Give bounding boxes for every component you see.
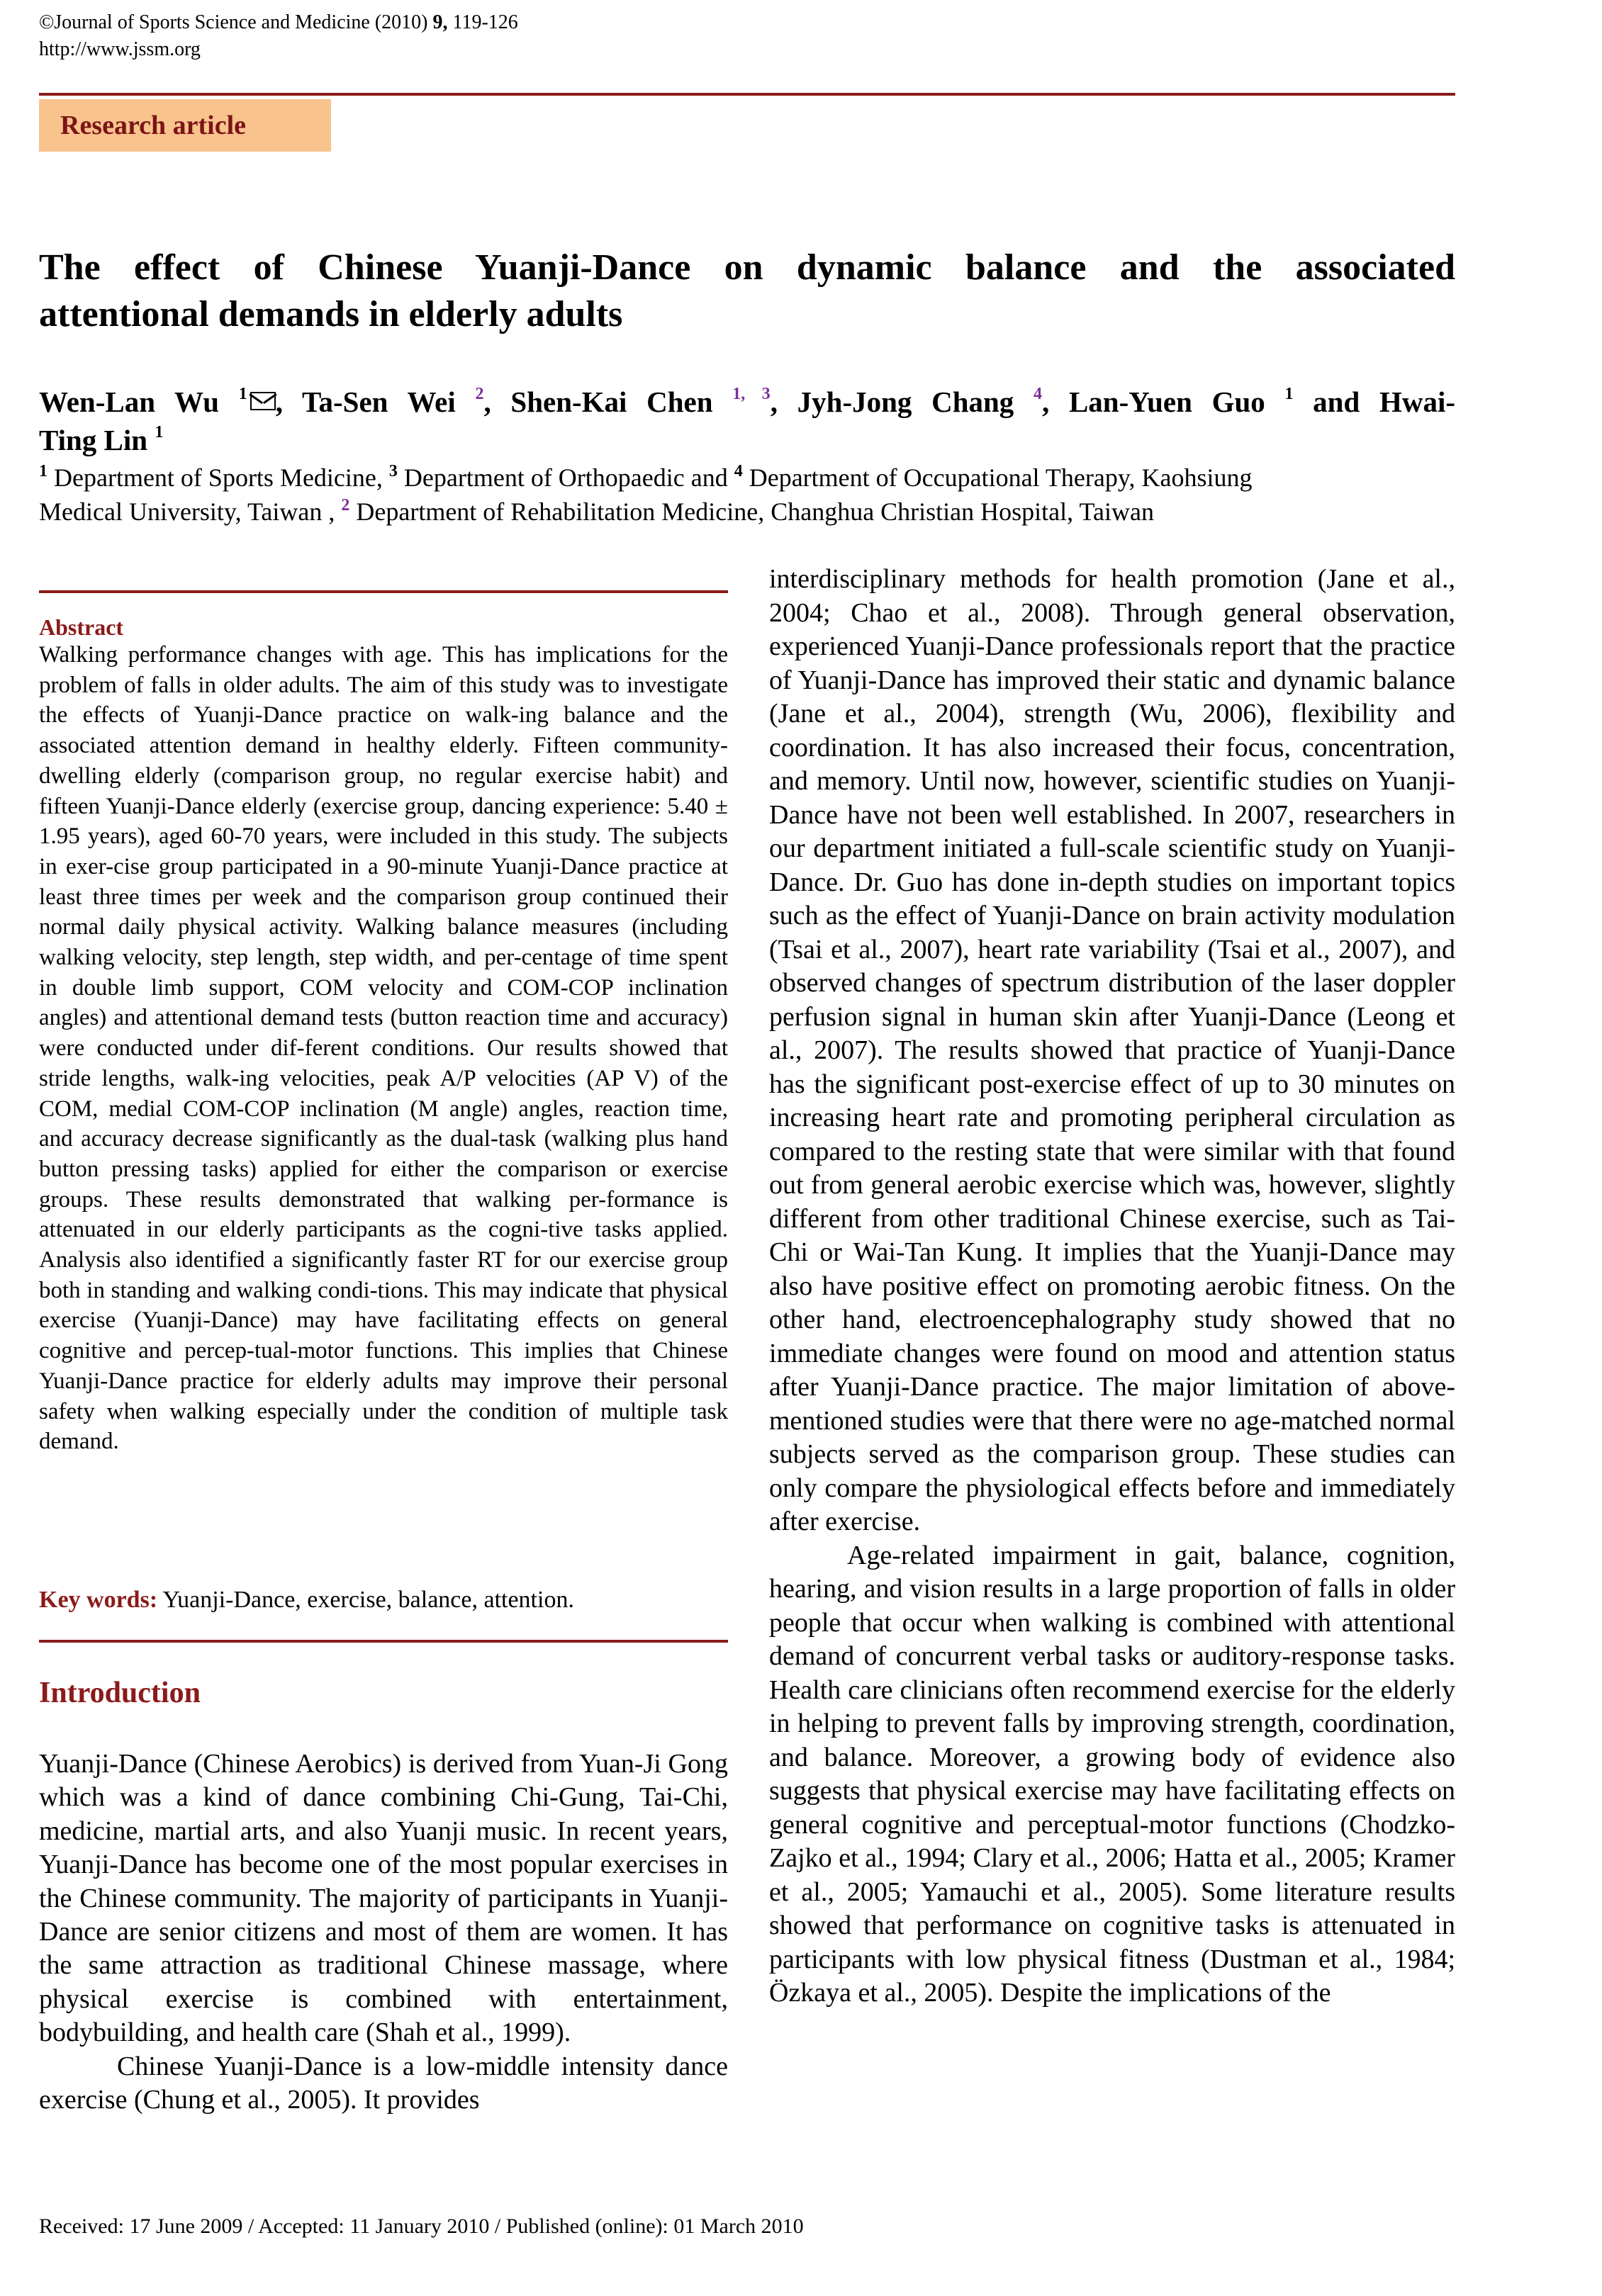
journal-citation <box>39 10 518 35</box>
abstract-top-divider <box>39 590 728 593</box>
keywords-label: Key words: <box>39 1587 158 1613</box>
author-affil-sup: 1 <box>1284 385 1294 403</box>
paragraph: Yuanji-Dance (Chinese Aerobics) is derived from Yuan-Ji Gong which was a kind of dance combining Chi-Gung, Tai-Chi, medicine, martial arts, and also Yuanji music. In recent years, Yuanji-Dance has become one of the most popular exercises in the Chinese community. The majority of participants in Yuanji-Dance are senior citizens and most of them are women. It has the same attraction as traditional Chinese massage, where physical exercise is combined with entertainment, bodybuilding, and health care (Shah et al., 1999). <box>39 1749 728 2048</box>
article-type-label: Research article <box>60 111 247 140</box>
title-line-1: The effect of Chinese Yuanji-Dance on dynamic balance and the associated <box>39 247 1455 288</box>
author-name: , Shen-Kai Chen <box>483 386 733 418</box>
keywords-text: Yuanji-Dance, exercise, balance, attention. <box>157 1587 574 1613</box>
journal-name: ©Journal of Sports Science and Medicine (2010) <box>39 11 433 33</box>
abstract-heading: Abstract <box>39 614 124 640</box>
article-title <box>39 244 1455 338</box>
header-divider <box>39 93 1455 96</box>
author-affil-sup: 1 <box>238 385 247 403</box>
right-column <box>769 563 1455 2010</box>
affil-text: Department of Orthopaedic and <box>397 463 734 492</box>
affil-sup: 4 <box>734 462 743 480</box>
affiliation-row-2 <box>39 495 1455 529</box>
envelope-icon[interactable] <box>250 392 276 410</box>
publication-dates: Received: 17 June 2009 / Accepted: 11 January 2010 / Published (online): 01 March 2010 <box>39 2215 804 2238</box>
abstract-text: Walking performance changes with age. This has implications for the problem of falls in older adults. The aim of this study was to investigate the effects of Yuanji-Dance practice on walk-ing balance and the associated attention demand in healthy elderly. Fifteen community-dwelling elderly (comparison group, no regular exercise habit) and fifteen Yuanji-Dance elderly (exercise group, dancing experience: 5.40 ± 1.95 years), aged 60-70 years, were included in this study. The subjects in exer-cise group participated in a 90-minute Yuanji-Dance practice at least three times per week and the comparison group continued their normal daily physical activity. Walking balance measures (including walking velocity, step length, step width, and per-centage of time spent in double limb support, COM velocity and COM-COP inclination angles) and attentional demand tests (button reaction time and accuracy) were conducted under dif-ferent conditions. Our results showed that stride lengths, walk-ing velocities, peak A/P velocities (AP V) of the COM, medial COM-COP inclination (M angle) angles, reaction time, and accuracy decrease significantly as the dual-task (walking plus hand button pressing tasks) applied for either the comparison or exercise groups. These results demonstrated that walking per-formance is attenuated in our elderly participants as the cogni-tive tasks applied. Analysis also identified a significantly faster RT for our exercise group both in standing and walking condi-tions. This may indicate that physical exercise (Yuanji-Dance) may have facilitating effects on general cognitive and percep-tual-motor functions. This implies that Chinese Yuanji-Dance practice for elderly adults may improve their personal safety when walking especially under the condition of multiple task demand. <box>39 642 728 1455</box>
author-affil-sup: 2 <box>475 385 484 403</box>
paragraph: interdisciplinary methods for health promotion (Jane et al., 2004; Chao et al., 2008). Through general observation, experienced Yuanji-Dance professionals report that the practice of Yuanji-Dance has improved their static and dynamic balance (Jane et al., 2004), strength (Wu, 2006), flexibility and coordination. It has also increased their focus, concentration, and memory. Until now, however, scientific studies on Yuanji-Dance have not been well established. In 2007, researchers in our department initiated a full-scale scientific study on Yuanji-Dance. Dr. Guo has done in-depth studies on important topics such as the effect of Yuanji-Dance on brain activity modulation (Tsai et al., 2007), heart rate variability (Tsai et al., 2007), and observed changes of spectrum distribution of the laser doppler perfusion signal in human skin after Yuanji-Dance (Leong et al., 2007). The results showed that practice of Yuanji-Dance has the significant post-exercise effect of up to 30 minutes on increasing heart rate and promoting peripheral circulation as compared to the resting state that were similar with that found out from general aerobic exercise which was, however, slightly different from other traditional Chinese exercise, such as Tai-Chi or Wai-Tan Kung. It implies that the Yuanji-Dance may also have positive effect on promoting aerobic fitness. On the other hand, electroencephalography study showed that no immediate changes were found on mood and attention status after Yuanji-Dance practice. The major limitation of above-mentioned studies were that there were no age-matched normal subjects served as the comparison group. These studies can only compare the physiological effects before and immediately after exercise. <box>769 564 1455 1536</box>
introduction-left-column <box>39 1748 728 2117</box>
abstract-bottom-divider <box>39 1640 728 1643</box>
article-type-badge <box>39 99 331 152</box>
paragraph: Chinese Yuanji-Dance is a low-middle intensity dance exercise (Chung et al., 2005). It provides <box>39 2051 728 2115</box>
affil-text: Department of Sports Medicine, <box>47 463 389 492</box>
keywords <box>39 1585 728 1615</box>
affiliations <box>39 461 1455 529</box>
author-affil-sup: 4 <box>1034 385 1042 403</box>
affil-text: Medical University, Taiwan , <box>39 497 342 526</box>
affil-text: Department of Occupational Therapy, Kaohsiung <box>742 463 1253 492</box>
author-name: , Ta-Sen Wei <box>275 386 476 418</box>
journal-volume: 9, <box>432 11 448 33</box>
author-affil-sup: 1 <box>155 423 164 441</box>
author-name: Wen-Lan Wu <box>39 386 239 418</box>
title-line-2: attentional demands in elderly adults <box>39 294 623 334</box>
journal-pages: 119-126 <box>447 11 518 33</box>
affil-sup: 1 <box>39 462 47 480</box>
affiliation-row-1 <box>39 461 1455 495</box>
affil-text: Department of Rehabilitation Medicine, Changhua Christian Hospital, Taiwan <box>349 497 1154 526</box>
author-row-1 <box>39 383 1455 421</box>
author-row-2 <box>39 424 163 456</box>
author-name: and Hwai- <box>1293 386 1455 418</box>
affil-sup: 2 <box>341 496 350 514</box>
journal-url[interactable]: http://www.jssm.org <box>39 38 201 60</box>
paragraph: Age-related impairment in gait, balance, cognition, hearing, and vision results in a large proportion of falls in older people that occur when walking is combined with attentional demand of concurrent verbal tasks or auditory-response tasks. Health care clinicians often recommend exercise for the elderly in helping to prevent falls by improving strength, coordination, and balance. Moreover, a growing body of evidence also suggests that physical exercise may have facilitating effects on general cognitive and perceptual-motor functions (Chodzko-Zajko et al., 1994; Clary et al., 2006; Hatta et al., 2005; Kramer et al., 2005; Yamauchi et al., 2005). Some literature results showed that performance on cognitive tasks is attenuated in participants with low physical fitness (Dustman et al., 1984; Özkaya et al., 2005). Despite the implications of the <box>769 1540 1455 2008</box>
introduction-heading: Introduction <box>39 1677 201 1709</box>
author-list <box>39 383 1455 459</box>
author-name: , Lan-Yuen Guo <box>1042 386 1285 418</box>
author-name: , Jyh-Jong Chang <box>770 386 1034 418</box>
affil-sup: 3 <box>388 462 398 480</box>
author-name: Ting Lin <box>39 424 155 456</box>
author-affil-sup: 1, 3 <box>732 385 771 403</box>
